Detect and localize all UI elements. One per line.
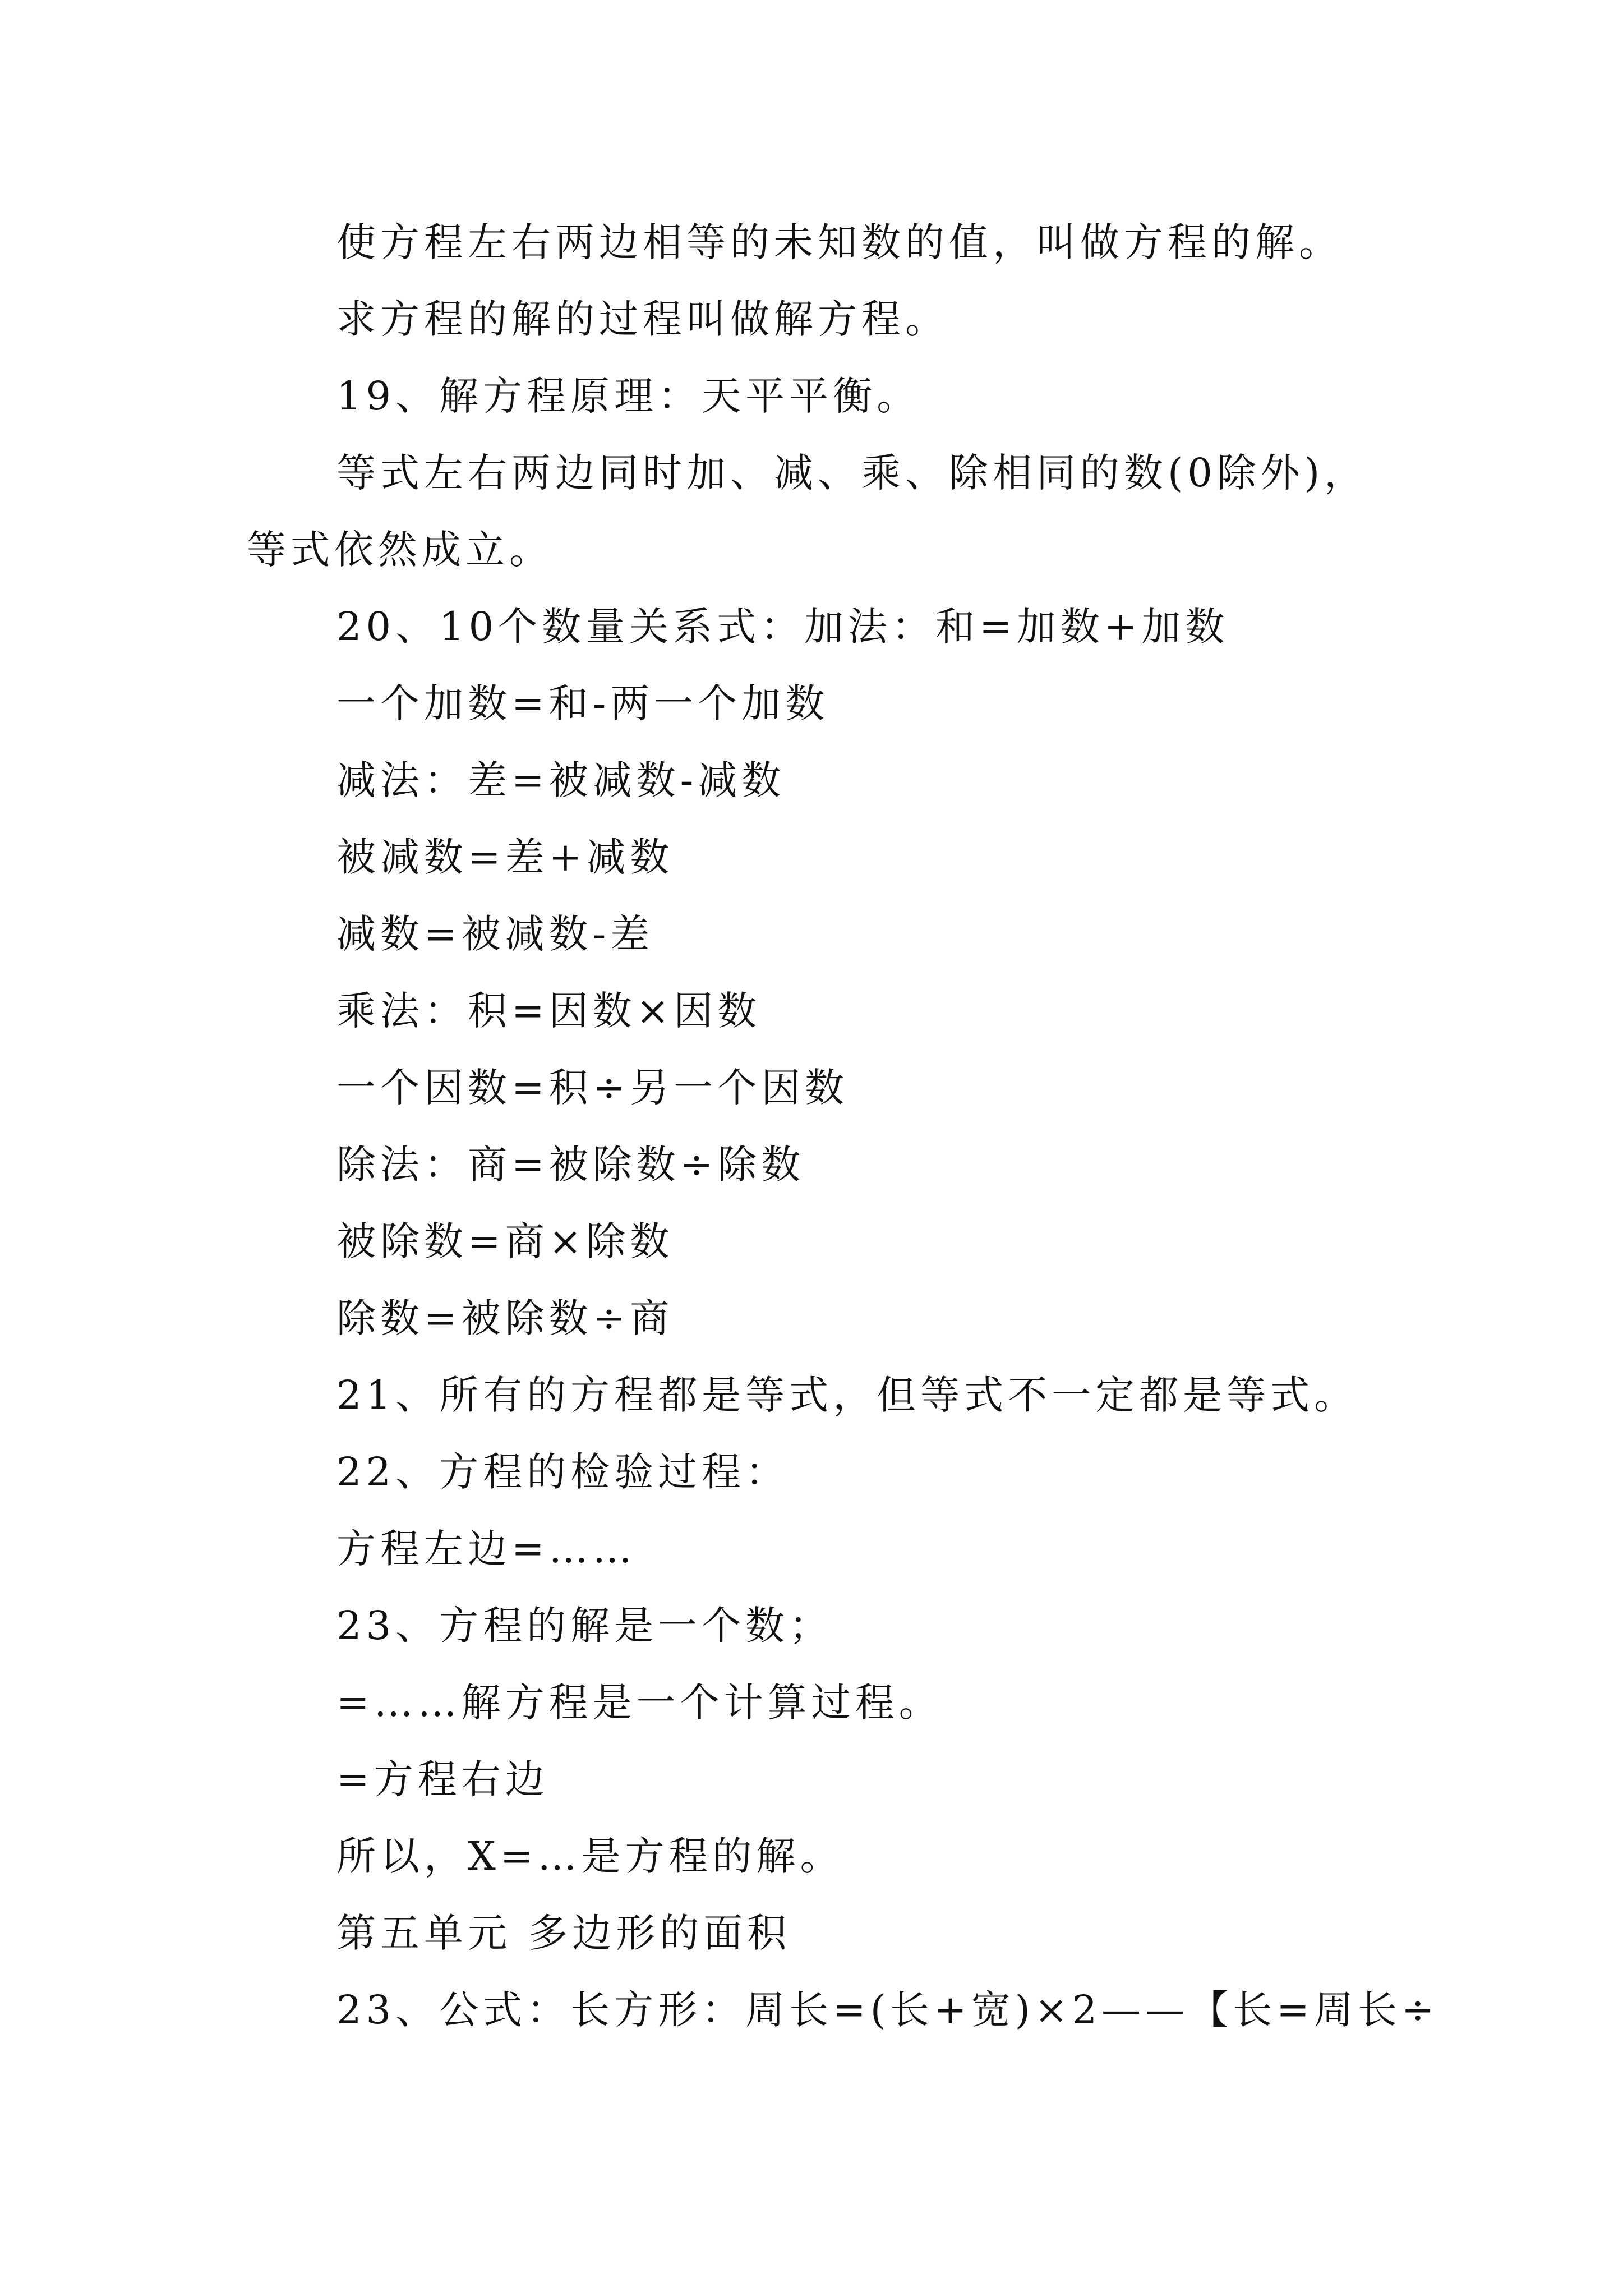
text-line: =……解方程是一个计算过程。 (336, 1680, 943, 1726)
text-line: 方程左边=…… (336, 1526, 637, 1572)
text-line: 一个因数=积÷另一个因数 (336, 1065, 849, 1111)
text-line: 等式左右两边同时加、减、乘、除相同的数(0除外)， (336, 450, 1368, 496)
text-line: 等式依然成立。 (247, 527, 553, 573)
text-line: 减法：差=被减数-减数 (336, 757, 786, 803)
text-line: 20、10个数量关系式：加法：和=加数+加数 (336, 604, 1229, 650)
text-line: 所以，X=…是方程的解。 (336, 1833, 844, 1879)
text-line: 23、公式：长方形：周长=(长+宽)×2——【长=周长÷ (336, 1987, 1439, 2033)
text-line: 23、方程的解是一个数； (336, 1603, 833, 1649)
text-line: 乘法：积=因数×因数 (336, 988, 762, 1034)
text-line: 被减数=差+减数 (336, 834, 674, 880)
text-line: 除数=被除数÷商 (336, 1295, 674, 1341)
text-line: 21、所有的方程都是等式，但等式不一定都是等式。 (336, 1372, 1358, 1418)
text-line: 一个加数=和-两一个加数 (336, 680, 829, 726)
text-line: 使方程左右两边相等的未知数的值，叫做方程的解。 (336, 219, 1343, 265)
text-line: 除法：商=被除数÷除数 (336, 1142, 805, 1188)
section-heading: 第五单元 多边形的面积 (336, 1910, 791, 1956)
text-line: 求方程的解的过程叫做解方程。 (336, 296, 949, 342)
text-line: 22、方程的检验过程： (336, 1449, 790, 1495)
text-line: =方程右边 (336, 1756, 549, 1802)
text-line: 减数=被减数-差 (336, 911, 654, 957)
text-line: 19、解方程原理：天平平衡。 (336, 373, 921, 419)
text-line: 被除数=商×除数 (336, 1218, 674, 1264)
